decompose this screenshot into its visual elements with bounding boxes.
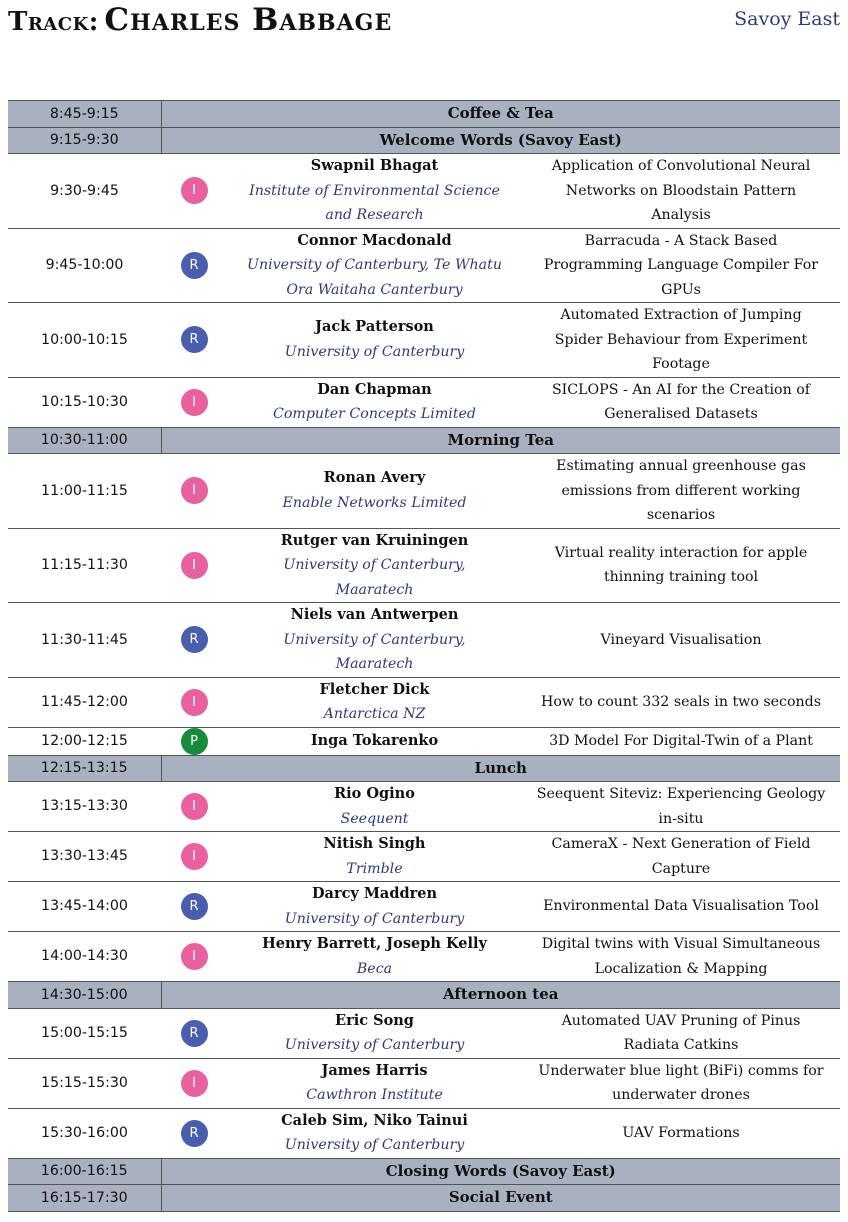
talk-title-line: Footage [652, 356, 710, 372]
talk-title-line: Networks on Bloodstain Pattern [565, 182, 797, 199]
speaker-cell [227, 1108, 522, 1158]
time-cell: 11:15-11:30 [8, 528, 161, 603]
talk-title-line: Barracuda - A Stack Based [584, 232, 778, 249]
time-cell: 12:15-13:15 [8, 755, 161, 782]
break-label: Afternoon tea [443, 985, 559, 1003]
break-cell [161, 101, 840, 128]
speaker-affiliation: Computer Concepts Limited [272, 406, 477, 422]
talk-title-line: How to count 332 seals in two seconds [540, 693, 822, 710]
speaker-name: Inga Tokarenko [310, 731, 439, 749]
break-label: Closing Words (Savoy East) [385, 1161, 616, 1180]
time-cell: 10:30-11:00 [8, 427, 161, 454]
break-cell [161, 982, 840, 1009]
track-header [8, 0, 840, 40]
talk-row [8, 1108, 840, 1158]
speaker-name: Niels van Antwerpen [290, 606, 459, 623]
speaker-affiliation: Beca [356, 960, 393, 977]
speaker-cell [227, 832, 522, 882]
talk-title-line: Automated UAV Pruning of Pinus [561, 1012, 801, 1029]
speaker-affiliation: University of Canterbury, [283, 557, 466, 573]
speaker-name: Eric Song [335, 1011, 414, 1029]
break-label: Coffee & Tea [447, 104, 554, 122]
time-cell: 16:00-16:15 [8, 1158, 161, 1185]
badge-cell [161, 882, 227, 932]
talk-type-badge: R [181, 326, 208, 353]
time-cell: 10:00-10:15 [8, 303, 161, 378]
schedule-table [8, 100, 840, 1212]
talk-row [8, 303, 840, 378]
speaker-affiliation: Seequent [340, 810, 409, 827]
speaker-affiliation: Cawthron Institute [306, 1087, 443, 1103]
time-cell: 9:45-10:00 [8, 228, 161, 303]
talk-type-badge: I [181, 689, 208, 716]
break-cell [161, 1158, 840, 1185]
talk-type-badge: I [181, 389, 208, 416]
badge-cell [161, 528, 227, 603]
talk-title-line: Programming Language Compiler For [543, 257, 819, 273]
talk-title-line: in-situ [658, 810, 704, 827]
talk-title-line: UAV Formations [622, 1124, 740, 1141]
talk-row [8, 528, 840, 603]
schedule-body [8, 101, 840, 1212]
speaker-affiliation: Ora Waitaha Canterbury [286, 281, 463, 298]
speaker-cell [227, 528, 522, 603]
talk-type-badge: I [181, 477, 208, 504]
talk-title-cell [522, 228, 840, 303]
talk-type-badge: I [181, 843, 208, 870]
break-row [8, 1158, 840, 1185]
break-label: Welcome Words (Savoy East) [379, 130, 622, 149]
talk-type-badge: R [181, 893, 208, 920]
speaker-affiliation: Maaratech [335, 581, 414, 598]
talk-title-cell [522, 932, 840, 982]
speaker-name: Nitish Singh [323, 835, 426, 852]
talk-title-cell [522, 303, 840, 378]
talk-title-cell [522, 603, 840, 678]
talk-title-line: 3D Model For Digital-Twin of a Plant [549, 732, 813, 749]
speaker-affiliation: University of Canterbury, [283, 631, 466, 648]
talk-row [8, 677, 840, 727]
badge-cell [161, 1108, 227, 1158]
speaker-affiliation: University of Canterbury [284, 343, 465, 360]
speaker-name: Rio Ogino [334, 785, 415, 802]
speaker-name: Ronan Avery [323, 469, 426, 487]
talk-title-line: Estimating annual greenhouse gas [556, 458, 806, 474]
badge-cell [161, 377, 227, 427]
talk-title-cell [522, 882, 840, 932]
talk-title-cell [522, 832, 840, 882]
time-cell: 13:15-13:30 [8, 782, 161, 832]
badge-cell [161, 228, 227, 303]
speaker-affiliation: Maaratech [335, 656, 414, 672]
room-name: Savoy East [734, 8, 840, 30]
talk-title-cell [522, 377, 840, 427]
time-cell: 15:15-15:30 [8, 1058, 161, 1108]
speaker-cell [227, 882, 522, 932]
speaker-cell [227, 1008, 522, 1058]
time-cell: 10:15-10:30 [8, 377, 161, 427]
time-cell: 11:30-11:45 [8, 603, 161, 678]
talk-title-cell [522, 528, 840, 603]
talk-title-line: Analysis [651, 207, 711, 223]
break-row [8, 982, 840, 1009]
badge-cell [161, 832, 227, 882]
break-cell [161, 755, 840, 782]
talk-row [8, 1058, 840, 1108]
badge-cell [161, 1008, 227, 1058]
talk-title-line: Radiata Catkins [623, 1037, 739, 1053]
talk-title-line: emissions from different working [561, 482, 801, 499]
badge-cell [161, 932, 227, 982]
talk-type-badge: P [181, 728, 208, 755]
talk-title-cell [522, 727, 840, 755]
talk-title-cell [522, 1108, 840, 1158]
time-cell: 14:00-14:30 [8, 932, 161, 982]
badge-cell [161, 303, 227, 378]
speaker-cell [227, 1058, 522, 1108]
talk-row [8, 932, 840, 982]
talk-title-line: thinning training tool [603, 569, 759, 586]
speaker-name: Jack Patterson [315, 318, 434, 336]
talk-title-line: CameraX - Next Generation of Field [551, 836, 811, 852]
speaker-cell [227, 677, 522, 727]
speaker-cell [227, 228, 522, 303]
badge-cell [161, 154, 227, 229]
talk-row [8, 782, 840, 832]
speaker-affiliation: Enable Networks Limited [282, 494, 467, 511]
talk-type-badge: R [181, 252, 208, 279]
speaker-cell [227, 377, 522, 427]
speaker-cell [227, 727, 522, 755]
talk-type-badge: I [181, 793, 208, 820]
badge-cell [161, 782, 227, 832]
time-cell: 11:45-12:00 [8, 677, 161, 727]
talk-row [8, 603, 840, 678]
talk-title-line: Application of Convolutional Neural [551, 158, 811, 174]
talk-type-badge: R [181, 1020, 208, 1047]
talk-title-cell [522, 1008, 840, 1058]
talk-title-cell [522, 1058, 840, 1108]
talk-title-line: Capture [651, 860, 711, 877]
talk-type-badge: R [181, 626, 208, 653]
speaker-name: Connor Macdonald [297, 231, 452, 249]
talk-title-line: Environmental Data Visualisation Tool [543, 898, 819, 915]
talk-title-line: scenarios [646, 507, 716, 523]
badge-cell [161, 454, 227, 529]
speaker-name: James Harris [321, 1061, 428, 1079]
break-cell [161, 127, 840, 154]
talk-row [8, 1008, 840, 1058]
speaker-cell [227, 782, 522, 832]
talk-row [8, 832, 840, 882]
time-cell: 9:15-9:30 [8, 127, 161, 154]
break-row [8, 755, 840, 782]
talk-type-badge: R [181, 1120, 208, 1147]
talk-title-line: Underwater blue light (BiFi) comms for [538, 1062, 824, 1079]
speaker-affiliation: Institute of Environmental Science [249, 182, 500, 199]
break-cell [161, 427, 840, 454]
speaker-name: Darcy Maddren [311, 885, 438, 902]
talk-row [8, 228, 840, 303]
speaker-affiliation: University of Canterbury [284, 910, 465, 927]
talk-type-badge: I [181, 552, 208, 579]
talk-row [8, 377, 840, 427]
talk-title-line: Automated Extraction of Jumping [560, 307, 802, 323]
speaker-cell [227, 932, 522, 982]
talk-title-cell [522, 454, 840, 529]
time-cell: 13:30-13:45 [8, 832, 161, 882]
speaker-affiliation: Antarctica NZ [323, 706, 426, 722]
talk-type-badge: I [181, 943, 208, 970]
time-cell: 12:00-12:15 [8, 727, 161, 755]
speaker-affiliation: University of Canterbury, Te Whatu [247, 257, 502, 273]
track-name: Charles Babbage [104, 2, 393, 38]
talk-title-line: Seequent Siteviz: Experiencing Geology [536, 786, 826, 802]
talk-title-line: Localization & Mapping [594, 960, 768, 977]
talk-title-line: Digital twins with Visual Simultaneous [541, 936, 821, 952]
track-prefix: Track: [8, 7, 99, 37]
talk-title-line: Spider Behaviour from Experiment [554, 331, 808, 348]
speaker-cell [227, 603, 522, 678]
time-cell: 15:30-16:00 [8, 1108, 161, 1158]
talk-row [8, 154, 840, 229]
time-cell: 11:00-11:15 [8, 454, 161, 529]
break-label: Social Event [448, 1188, 553, 1206]
speaker-cell [227, 454, 522, 529]
time-cell: 15:00-15:15 [8, 1008, 161, 1058]
speaker-affiliation: and Research [325, 207, 424, 223]
time-cell: 9:30-9:45 [8, 154, 161, 229]
time-cell: 16:15-17:30 [8, 1185, 161, 1212]
time-cell: 14:30-15:00 [8, 982, 161, 1009]
speaker-cell [227, 154, 522, 229]
speaker-cell [227, 303, 522, 378]
badge-cell [161, 1058, 227, 1108]
talk-row [8, 454, 840, 529]
speaker-affiliation: University of Canterbury [284, 1137, 465, 1153]
speaker-name: Caleb Sim, Niko Tainui [281, 1111, 468, 1129]
break-label: Morning Tea [447, 430, 554, 449]
track-title [8, 2, 392, 38]
break-row [8, 427, 840, 454]
break-row [8, 1185, 840, 1212]
talk-title-line: Virtual reality interaction for apple [554, 544, 808, 561]
break-cell [161, 1185, 840, 1212]
break-row [8, 127, 840, 154]
talk-title-cell [522, 677, 840, 727]
speaker-name: Henry Barrett, Joseph Kelly [262, 935, 487, 952]
break-label: Lunch [474, 758, 527, 777]
badge-cell [161, 677, 227, 727]
speaker-name: Swapnil Bhagat [310, 157, 439, 174]
talk-title-cell [522, 154, 840, 229]
speaker-name: Dan Chapman [317, 380, 432, 398]
talk-row [8, 727, 840, 755]
break-row [8, 101, 840, 128]
talk-title-line: Vineyard Visualisation [600, 631, 762, 648]
badge-cell [161, 727, 227, 755]
talk-type-badge: I [181, 1070, 208, 1097]
speaker-affiliation: University of Canterbury [284, 1037, 465, 1053]
time-cell: 8:45-9:15 [8, 101, 161, 128]
speaker-name: Rutger van Kruiningen [280, 531, 469, 549]
talk-row [8, 882, 840, 932]
talk-title-line: GPUs [661, 281, 701, 298]
speaker-name: Fletcher Dick [319, 680, 430, 698]
badge-cell [161, 603, 227, 678]
talk-title-line: Generalised Datasets [604, 406, 758, 422]
speaker-affiliation: Trimble [346, 860, 403, 877]
talk-title-line: underwater drones [612, 1087, 750, 1103]
talk-title-line: SICLOPS - An AI for the Creation of [551, 381, 811, 398]
talk-title-cell [522, 782, 840, 832]
time-cell: 13:45-14:00 [8, 882, 161, 932]
talk-type-badge: I [181, 177, 208, 204]
